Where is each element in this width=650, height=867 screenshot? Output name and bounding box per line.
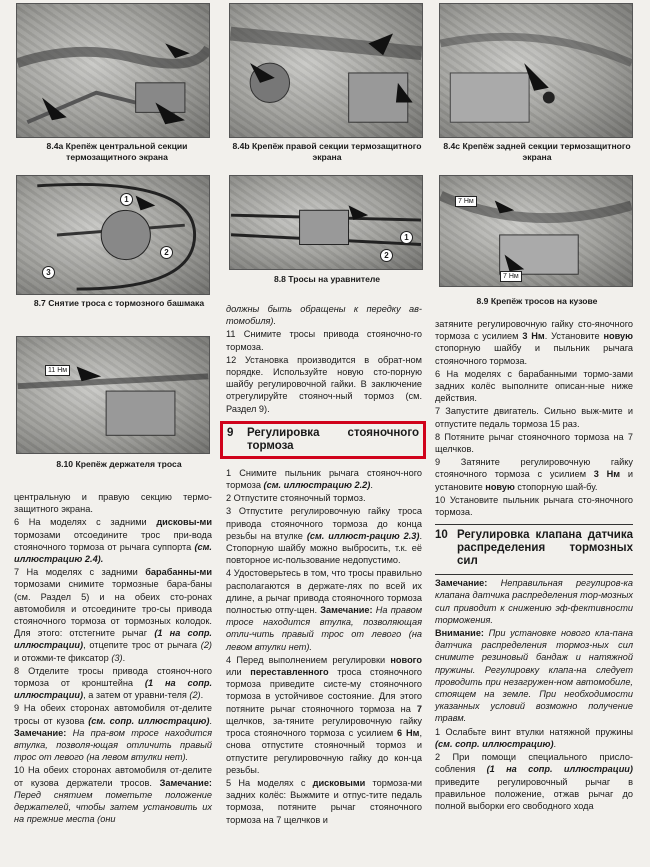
step-1: 1 Ослабьте винт втулки натяжной пружины (см. сопр. иллюстрацию). bbox=[435, 726, 633, 749]
arrow-icon bbox=[136, 196, 156, 211]
figure-8-4b-photo bbox=[229, 3, 423, 138]
arrow-icon bbox=[165, 43, 190, 58]
figure-8-4a-photo bbox=[16, 3, 210, 138]
text-line: затяните регулировочную гайку сто-яночного тормоза с усилием 3 Нм. Установите новую стопорную шайбу и пыльник рычага стояночного тормоза. bbox=[435, 319, 634, 366]
section-divider bbox=[435, 524, 633, 525]
step-4b: 4 Перед выполнением регулировки нового или переставленного троса стояночного тормоза приведите систе-му стояночного тормоза в устойчивое состояние. Для этого потяните рычаг стояночного тормоза на 7 щелчков, за-тяните регулировочную гайку троса стояночного тормоза с усилием 6 Нм, снова отпустите стояночный тормоз и отпустите регулировочную гайку до кон-ца резьбы. bbox=[226, 654, 422, 775]
figure-8-8-caption: 8.8 Тросы на уравнителе bbox=[273, 274, 381, 284]
section-title: Регулировка стояночного тормоза bbox=[247, 426, 419, 452]
callout-3: 3 bbox=[42, 266, 55, 279]
figure-8-4b-caption: 8.4b Крепёж правой секции термозащитного экрана bbox=[232, 141, 422, 162]
figure-8-7-photo bbox=[16, 175, 210, 295]
step-7: 7 Запустите двигатель. Сильно выж-мите и отпустите педаль тормоза 15 раз. bbox=[435, 406, 633, 429]
figure-8-4b-drawing bbox=[230, 4, 422, 137]
figure-8-9-drawing bbox=[440, 176, 632, 286]
figure-8-4a-drawing bbox=[17, 4, 209, 137]
section-9-heading bbox=[227, 427, 419, 453]
text-column-right bbox=[435, 318, 633, 813]
callout-1: 1 bbox=[400, 231, 413, 244]
callout-2: 2 bbox=[160, 246, 173, 259]
step-8: 8 Потяните рычаг стояночного тормоза на 7 щелчков. bbox=[435, 431, 633, 455]
section-divider bbox=[435, 574, 633, 575]
callout-1: 1 bbox=[120, 193, 133, 206]
section-number: 10 bbox=[435, 529, 448, 542]
step-5: 5 На моделях с дисковыми тормоза-ми задних колёс: Выжмите и отпус-тите педаль тормоза, потяните рычаг стояночного тормоза на 7 щелчков и bbox=[226, 777, 422, 825]
step-10: 10 Установите пыльник рычага сто-яночного тормоза. bbox=[435, 494, 633, 518]
step-12: 12 Установка производится в обрат-ном порядке. Используйте новую сто-порную шайбу регулировочной гайки. В заключение отрегулируйте стояноч-ный тормоз (см. Раздел 9). bbox=[226, 354, 422, 414]
step-10: 10 На обеих сторонах автомобиля от-делите от кузова держатели тросов. Замечание: Перед снятием пометьте положение держателей, чтобы затем установить их на прежние места (они bbox=[14, 765, 212, 825]
callout-2: 2 bbox=[380, 249, 393, 262]
step-7: 7 На моделях с задними барабанны-ми тормозами снимите тормозные бара-баны (см. Раздел 5) и на обеих сто-ронах автомобиля и отсоедините тро-сы привода стояночного тормоза от тормозных колодок. Для этого: отстегните рычаг (1 на сопр. иллюстрации), отцепите трос от рычага (2) и отожми-те фиксатор (3). bbox=[14, 567, 212, 663]
text-line: центральную и правую секцию термо- защитного экрана. bbox=[14, 492, 212, 515]
figure-8-10-drawing bbox=[17, 337, 209, 453]
warning: Внимание: При установке нового кла-пана датчика распределения тормоз-ных сил снимите резиновый бандаж и натяжной пружины. Регулировку клапа-на следует проводить при незагружен-ном автомобиле, стоящем на земле. При необходимости указанных условий возможно получение травм. bbox=[435, 628, 633, 724]
step-1: 1 Снимите пыльник рычага стояноч-ного тормоза (см. иллюстрацию 2.2). bbox=[226, 467, 422, 491]
note: Замечание: Неправильная регулиров-ка клапана датчика распределения тор-мозных сил приводит к снижению эф-фективности торможения. bbox=[435, 578, 633, 625]
figure-8-7-caption: 8.7 Снятие троса с тормозного башмака bbox=[33, 298, 205, 308]
section-9-heading-highlight bbox=[220, 421, 426, 459]
figure-8-4c-photo bbox=[439, 3, 633, 138]
figure-8-8-photo bbox=[229, 175, 423, 270]
figure-8-8-drawing bbox=[230, 176, 422, 269]
figure-8-10-photo bbox=[16, 336, 210, 454]
torque-label: 11 Нм bbox=[45, 365, 70, 376]
figure-8-4c-caption: 8.4c Крепёж задней секции термозащитного экрана bbox=[443, 141, 631, 162]
section-title: Регулировка клапана датчика распределения тормозных сил bbox=[457, 529, 633, 568]
step-2: 2 Отпустите стояночный тормоз. bbox=[226, 493, 366, 504]
section-10-heading bbox=[435, 529, 633, 568]
text-column-left bbox=[14, 491, 212, 826]
figure-8-4c-drawing bbox=[440, 4, 632, 137]
figure-8-10-caption: 8.10 Крепёж держателя троса bbox=[56, 459, 182, 469]
step-9: 9 Затяните регулировочную гайку стояночного тормоза с усилием 3 Нм и установите новую стопорную шай-бу. bbox=[435, 457, 633, 492]
step-6: 6 На моделях с барабанными тормо-зами задних колёс выполните описан-ные ниже действия. bbox=[435, 368, 633, 404]
section-number: 9 bbox=[227, 426, 234, 439]
step-4: 4 Удостоверьтесь в том, что тросы правильно располагаются в держате-лях по всей их длине, а рычаг привода стояночного тормоза полностью отпу-щен. Замечание: На правом тросе находится втулка, позволяющая отли-чить правый трос от левого (на левом втулки нет). bbox=[226, 568, 422, 652]
torque-label: 7 Нм bbox=[500, 271, 522, 282]
step-6: 6 На моделях с задними дисковы-ми тормозами отсоедините трос при-вода стояночного тормоза от рычага суппорта (см. иллюстрацию 2.4). bbox=[14, 517, 212, 565]
figure-8-9-photo bbox=[439, 175, 633, 287]
torque-label: 7 Нм bbox=[455, 196, 477, 207]
figure-8-4a-caption: 8.4a Крепёж центральной секции термозащитного экрана bbox=[46, 141, 188, 162]
step-9: 9 На обеих сторонах автомобиля от-делите тросы от кузова (см. сопр. иллюстрацию). Замечание: На пра-вом тросе находится втулка, позволя-ющая отличить правый трос от левого (на левом втулки нет). bbox=[14, 703, 212, 763]
step-2: 2 При помощи специального присло-собления (1 на сопр. иллюстрации) приведите регулировочный рычаг в правильное положение, отжав рычаг до полной выборки его свободного хода bbox=[435, 752, 633, 811]
text-column-middle bbox=[226, 303, 422, 827]
arrow-icon bbox=[77, 366, 102, 381]
step-11: 11 Снимите тросы привода стояночно-го тормоза. bbox=[226, 329, 422, 352]
step-8: 8 Отделите тросы привода стояноч-ного тормоза от кронштейна (1 на сопр. иллюстрации), а затем от уравни-теля (2). bbox=[14, 665, 212, 701]
text-line: должны быть обращены к передку ав-томобиля). bbox=[226, 304, 422, 327]
figure-8-9-caption: 8.9 Крепёж тросов на кузове bbox=[476, 296, 598, 306]
step-3: 3 Отпустите регулировочную гайку троса привода стояночного тормоза до конца резьбы на втулке (см. иллюст-рацию 2.3). Стопорную шайбу можно выбросить, т.к. её повторное ис-пользование недопустимо. bbox=[226, 506, 423, 566]
